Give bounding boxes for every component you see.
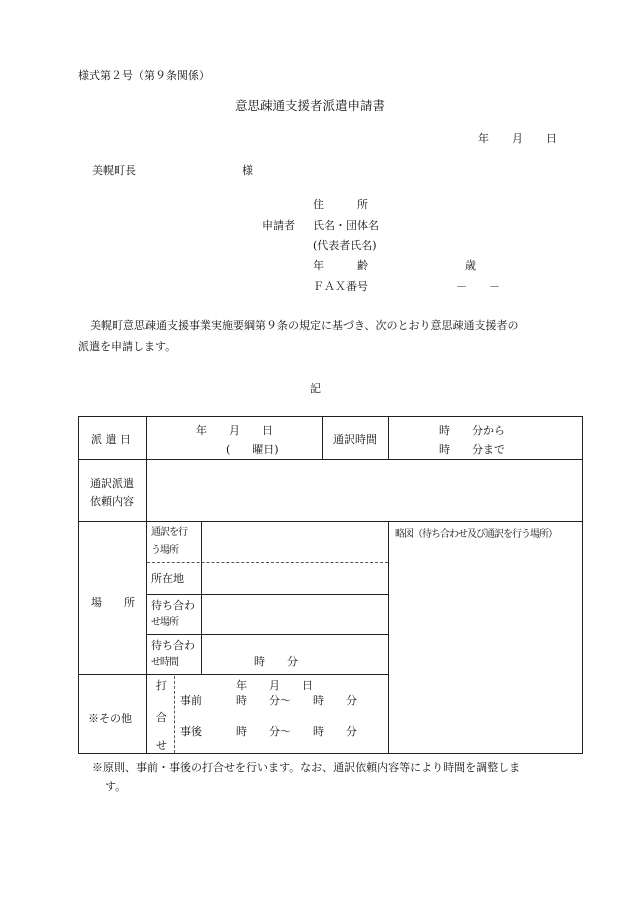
applicant-label: 申請者 xyxy=(262,219,295,232)
applicant-address-label: 住 所 xyxy=(313,198,368,211)
meeting-time-label: 待ち合わ xyxy=(151,639,195,652)
ki-heading: 記 xyxy=(310,382,321,395)
form-number: 様式第２号（第９条関係） xyxy=(78,69,210,82)
applicant-age-label: 年 齢 xyxy=(313,259,368,272)
meeting-place-label: せ場所 xyxy=(151,617,178,628)
venue-label: う場所 xyxy=(151,545,178,556)
body-text-line2: 派遣を申請します。 xyxy=(78,340,177,353)
dispatch-date-ymd: 年 月 日 xyxy=(196,424,273,437)
uchi-char: 打 xyxy=(156,679,167,692)
date-day: 日 xyxy=(546,132,557,145)
before-label: 事前 xyxy=(180,694,202,707)
time-from: 時 分から xyxy=(439,424,505,437)
after-label: 事後 xyxy=(180,725,202,738)
meeting-place-label: 待ち合わ xyxy=(151,599,195,612)
applicant-name-label: 氏名・団体名 xyxy=(313,219,379,232)
request-label: 依頼内容 xyxy=(90,495,134,508)
place-label: 場 所 xyxy=(91,596,135,609)
map-label: 略図（待ち合わせ及び通訳を行う場所） xyxy=(395,529,557,540)
fax-separator: － xyxy=(489,280,500,293)
address-label: 所在地 xyxy=(151,572,184,585)
honorific: 様 xyxy=(242,164,253,177)
other-label: ※その他 xyxy=(88,712,132,725)
before-time: 時 分～ 時 分 xyxy=(236,694,357,707)
page-title: 意思疎通支援者派遣申請書 xyxy=(235,98,386,113)
meeting-time-value: 時 分 xyxy=(254,655,298,668)
dispatch-date-weekday: ( 曜日) xyxy=(226,443,279,456)
awa-char: 合 xyxy=(156,711,167,724)
applicant-rep-label: (代表者氏名) xyxy=(313,239,377,252)
interp-time-label: 通訳時間 xyxy=(333,433,377,446)
footer-note-line2: す。 xyxy=(105,780,127,793)
footer-note-line1: ※原則、事前・事後の打合せを行います。なお、通訳依頼内容等により時間を調整しま xyxy=(92,761,521,774)
body-text-line1: 美幌町意思疎通支援事業実施要綱第９条の規定に基づき、次のとおり意思疎通支援者の xyxy=(90,319,519,332)
applicant-age-unit: 歳 xyxy=(465,259,476,272)
date-month: 月 xyxy=(512,132,523,145)
request-label: 通訳派遣 xyxy=(90,477,134,490)
se-char: せ xyxy=(156,739,167,752)
date-year: 年 xyxy=(478,132,489,145)
after-time: 時 分～ 時 分 xyxy=(236,725,357,738)
applicant-fax-label: ＦＡＸ番号 xyxy=(313,280,368,293)
dispatch-date-label: 派 遣 日 xyxy=(91,433,131,446)
meeting-time-label: せ時間 xyxy=(151,657,178,668)
time-to: 時 分まで xyxy=(439,443,505,456)
addressee: 美幌町長 xyxy=(92,164,136,177)
fax-separator: － xyxy=(456,280,467,293)
venue-label: 通訳を行 xyxy=(151,527,187,538)
other-ymd: 年 月 日 xyxy=(236,679,313,692)
